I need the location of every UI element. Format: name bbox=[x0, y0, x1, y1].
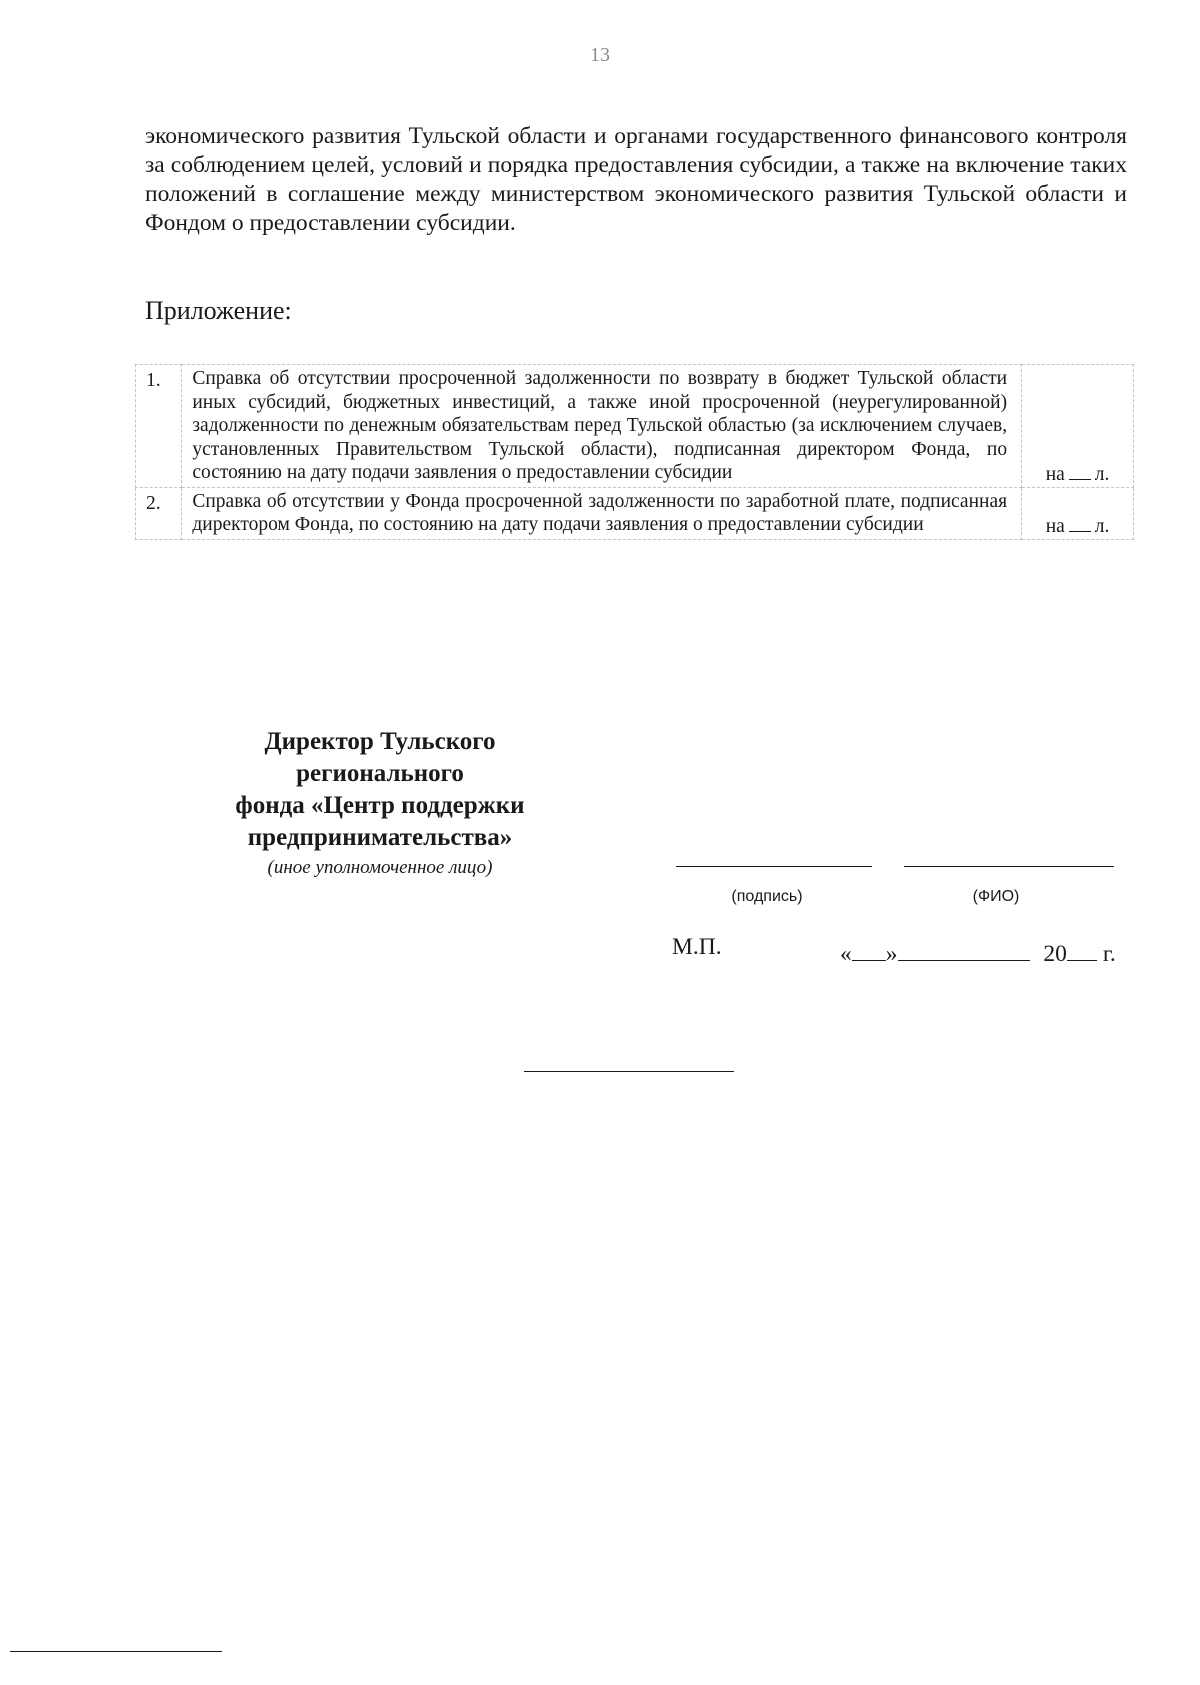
appendix-item-text: Справка об отсутствии у Фонда просроченной задолженности по заработной плате, подписанная директором Фонда, по состоянию на дату подачи заявления о предоставлении субсидии bbox=[182, 487, 1022, 539]
director-title-line: фонда «Центр поддержки bbox=[235, 792, 525, 819]
pages-prefix: на bbox=[1045, 464, 1065, 485]
appendix-item-number: 1. bbox=[136, 365, 182, 488]
name-caption: (ФИО) bbox=[972, 888, 1020, 905]
pages-suffix: л. bbox=[1094, 464, 1110, 485]
separator-line bbox=[524, 1071, 734, 1072]
pages-blank bbox=[1069, 513, 1091, 532]
footnote-separator-line bbox=[10, 1651, 222, 1652]
date-line bbox=[840, 940, 1116, 968]
signature-caption: (подпись) bbox=[731, 888, 803, 905]
stamp-label: М.П. bbox=[672, 934, 722, 960]
year-blank bbox=[1067, 940, 1097, 961]
director-note: (иное уполномоченное лицо) bbox=[267, 857, 493, 878]
appendix-item-pages bbox=[1022, 487, 1134, 539]
appendix-row bbox=[136, 365, 1134, 488]
signature-line bbox=[676, 866, 872, 867]
year-prefix: 20 bbox=[1043, 941, 1067, 967]
name-line bbox=[904, 866, 1114, 867]
pages-prefix: на bbox=[1045, 516, 1065, 537]
appendix-table bbox=[135, 364, 1134, 540]
page-number: 13 bbox=[590, 44, 610, 66]
body-paragraph: экономического развития Тульской области и органами государственного финансового контроля за соблюдением целей, условий и порядка предоставления субсидии, а также на включение таких положений в соглашение между министерством экономического развития Тульской области и Фондом о предоставлении субсидии. bbox=[145, 123, 1127, 236]
director-title-line: регионального bbox=[296, 760, 464, 787]
director-title-line: Директор Тульского bbox=[264, 728, 496, 755]
director-block bbox=[200, 726, 560, 880]
appendix-item-number: 2. bbox=[136, 487, 182, 539]
date-quote-close: » bbox=[885, 941, 898, 967]
director-title-line: предпринимательства» bbox=[247, 824, 513, 851]
appendix-heading: Приложение: bbox=[145, 296, 292, 325]
date-quote-open: « bbox=[840, 941, 852, 967]
pages-suffix: л. bbox=[1094, 516, 1110, 537]
pages-blank bbox=[1069, 461, 1091, 480]
appendix-item-pages bbox=[1022, 365, 1134, 488]
month-blank bbox=[898, 940, 1030, 961]
appendix-item-text: Справка об отсутствии просроченной задолженности по возврату в бюджет Тульской области иных субсидий, бюджетных инвестиций, а также иной просроченной (неурегулированной) задолженности по денежным обязательствам перед Тульской областью (за исключением случаев, установленных Правительством Тульской области), подписанная директором Фонда, по состоянию на дату подачи заявления о предоставлении субсидии bbox=[182, 365, 1022, 488]
day-blank bbox=[852, 940, 886, 961]
appendix-row bbox=[136, 487, 1134, 539]
year-suffix: г. bbox=[1102, 941, 1116, 967]
